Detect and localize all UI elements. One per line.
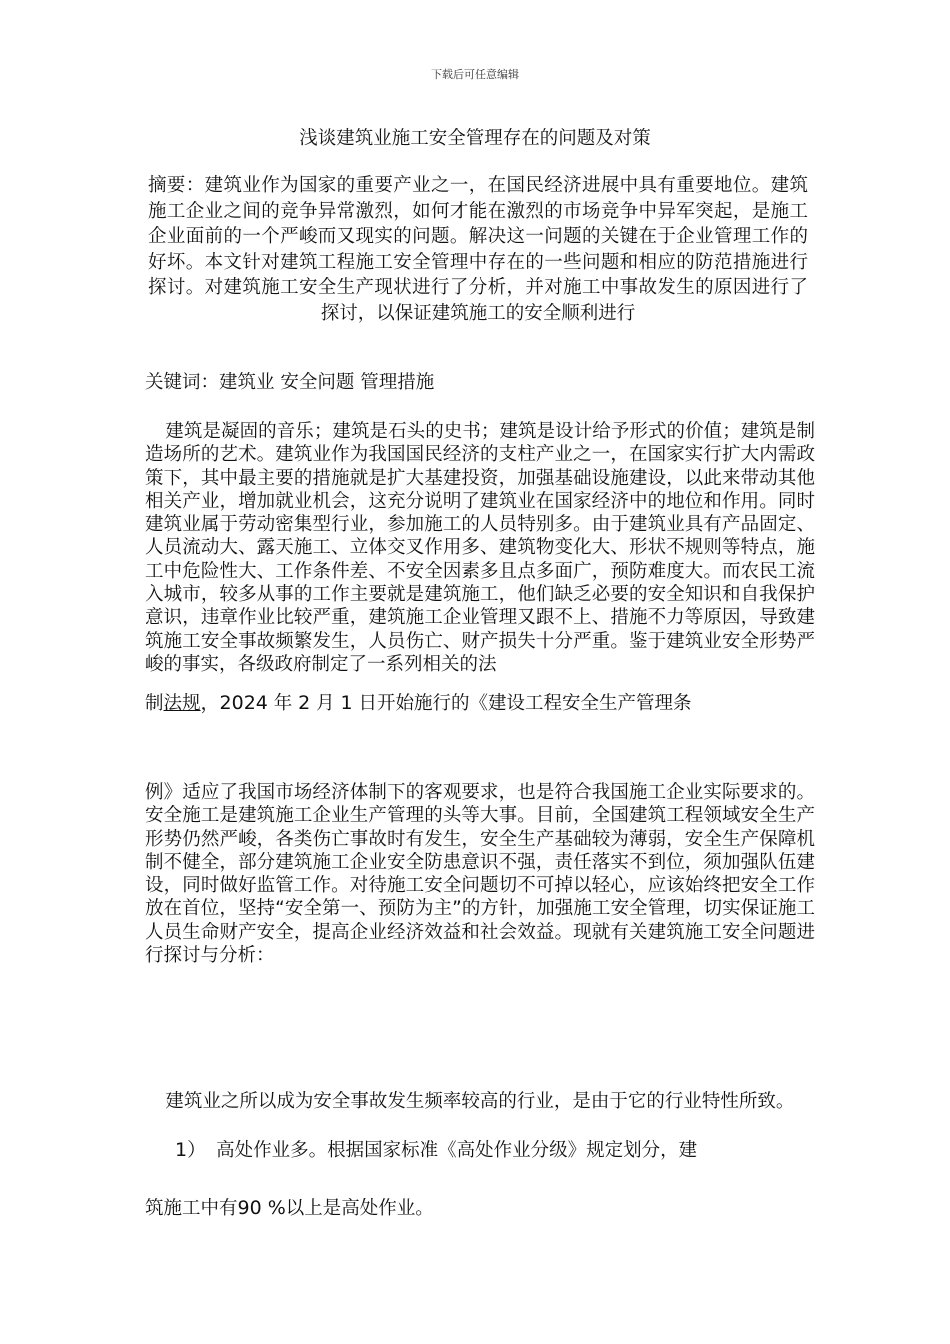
body-paragraph-2: 例》适应了我国市场经济体制下的客观要求，也是符合我国施工企业实际要求的。安全施工是建筑施工企业生产管理的头等大事。目前，全国建筑工程领域安全生产形势仍然严峻，各类伤亡事故时有发生，安全生产基础较为薄弱，安全生产保障机制不健全，部分建筑施工企业安全防患意识不强，责任落实不到位，须加强队伍建设，同时做好监管工作。对待施工安全问题切不可掉以轻心，应该始终把安全工作放在首位，坚持“安全第一、预防为主”的方针，加强施工安全管理，切实保证施工人员生命财产安全，提高企业经济效益和社会效益。现就有关建筑施工安全问题进行探讨与分析： (145, 782, 815, 967)
body-paragraph-1-tail (145, 690, 815, 717)
tail-month: 2 (298, 692, 311, 715)
tail-pre: 制 (145, 693, 164, 715)
list-item-1-text-b-post: 以上是高处作业。 (285, 1198, 434, 1219)
list-item-1-line-1 (145, 1137, 815, 1164)
list-item-1-line-2 (145, 1195, 815, 1222)
body-paragraph-1 (145, 420, 815, 717)
list-item-1-text-b-pre: 筑施工中有 (145, 1198, 238, 1219)
header-note: 下载后可任意编辑 (431, 68, 519, 81)
body-paragraph-1-text: 建筑是凝固的音乐；建筑是石头的史书；建筑是设计给予形式的价值；建筑是制造场所的艺术。建筑业作为我国国民经济的支柱产业之一，在国家实行扩大内需政策下，其中最主要的措施就是扩大基建投资，加强基础设施建设，以此来带动其他相关产业，增加就业机会，这充分说明了建筑业在国家经济中的地位和作用。同时建筑业属于劳动密集型行业，参加施工的人员特别多。由于建筑业具有产品固定、人员流动大、露天施工、立体交叉作用多、建筑物变化大、形状不规则等特点，施工中危险性大、工作条件差、不安全因素多且点多面广，预防难度大。而农民工流入城市，较多从事的工作主要就是建筑施工，他们缺乏必要的安全知识和自我保护意识，违章作业比较严重，建筑施工企业管理又跟不上、措施不力等原因，导致建筑施工安全事故频繁发生，人员伤亡、财产损失十分严重。鉴于建筑业安全形势严峻的事实，各级政府制定了一系列相关的法 (145, 421, 815, 675)
list-item-1-percent: 90 % (237, 1197, 286, 1219)
tail-mid1: 年 (267, 693, 299, 715)
keywords-line: 关键词：建筑业 安全问题 管理措施 (145, 372, 435, 393)
document-title: 浅谈建筑业施工安全管理存在的问题及对策 (299, 128, 651, 149)
abstract-paragraph: 摘要：建筑业作为国家的重要产业之一，在国民经济进展中具有重要地位。建筑施工企业之间的竞争异常激烈，如何才能在激烈的市场竞争中异军突起，是施工企业面前的一个严峻而又现实的问题。解决这一问题的关键在于企业管理工作的好坏。本文针对建筑工程施工安全管理中存在的一些问题和相应的防范措施进行探讨。对建筑施工安全生产现状进行了分析，并对施工中事故发生的原因进行了探讨，以保证建筑施工的安全顺利进行 (148, 175, 808, 324)
list-item-1 (145, 1137, 815, 1222)
tail-post: 日开始施行的《建设工程安全生产管理条 (352, 693, 692, 715)
list-item-1-number: 1） (175, 1139, 207, 1161)
body-paragraph-3: 建筑业之所以成为安全事故发生频率较高的行业，是由于它的行业特性所致。 (165, 1091, 795, 1112)
regulations-link[interactable]: 法规 (163, 693, 201, 715)
tail-mid2: 月 (310, 693, 341, 715)
tail-day: 1 (340, 692, 353, 715)
tail-year: ，2024 (200, 692, 268, 715)
list-item-1-text-a: 高处作业多。根据国家标准《高处作业分级》规定划分，建 (216, 1140, 698, 1161)
